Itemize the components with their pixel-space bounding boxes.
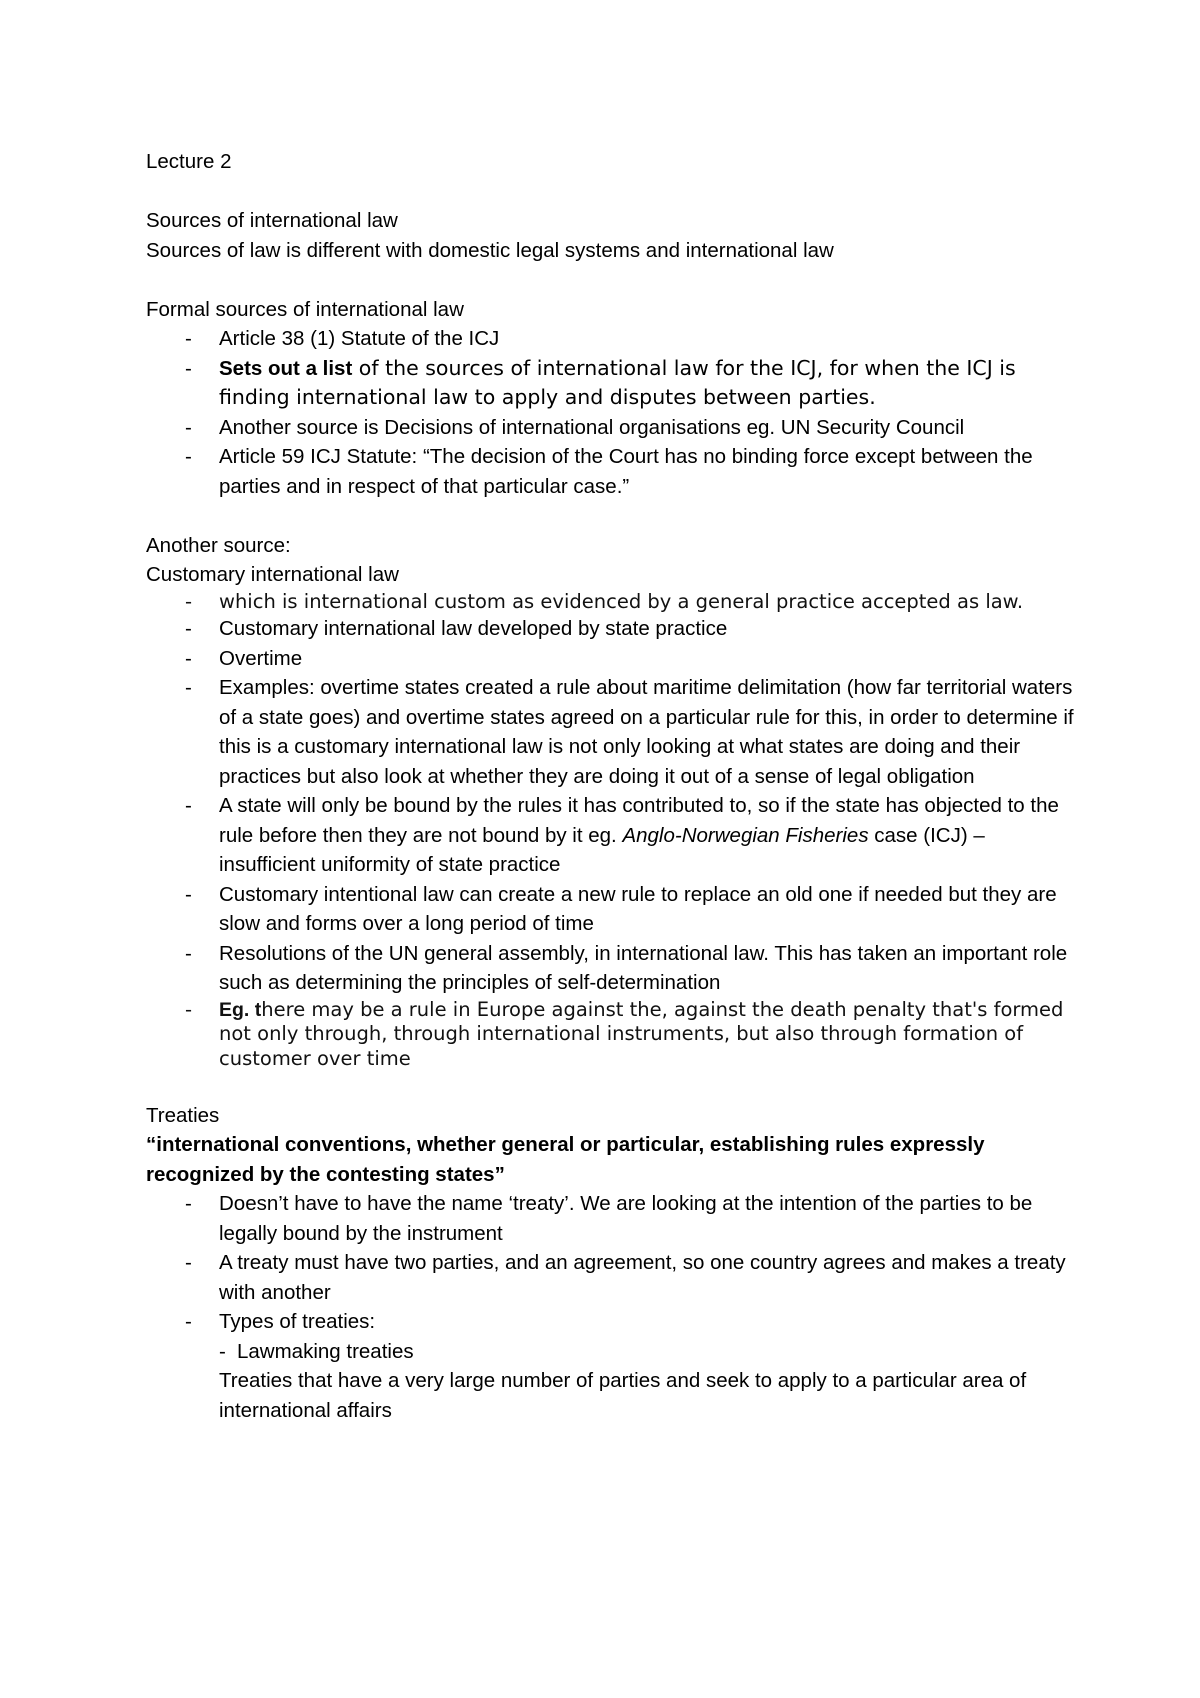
list-item: - Types of treaties: [185,1310,376,1333]
treaties-definition: “international conventions, whether general or particular, establishing rules expressly recognized by the contesting states” [146,1133,985,1186]
sources-subheading: Sources of law is different with domestic legal systems and international law [146,238,834,262]
list-item: - A treaty must have two parties, and an agreement, so one country agrees and makes a treaty with another [185,1251,1066,1304]
list-item: - Overtime [185,646,303,670]
sub-list-item: - Lawmaking treaties [219,1339,414,1363]
list-item: - Customary intentional law can create a new rule to replace an old one if needed but they are slow and forms over a long period of time [185,882,1057,935]
treaties-heading: Treaties [146,1103,220,1127]
list-item: - which is international custom as evidenced by a general practice accepted as law. [185,589,1024,613]
list-item: - Examples: overtime states created a rule about maritime delimitation (how far territorial waters of a state goes) and overtime states agreed on a particular rule for this, in order to determine if this is a customary international law is not only looking at what states are doing and their practices but also look at whether they are doing it out of a sense of legal obligation [185,676,1074,788]
customary-law-heading: Customary international law [146,563,399,586]
formal-sources-heading: Formal sources of international law [146,297,464,321]
list-item: - Another source is Decisions of international organisations eg. UN Security Council [185,415,965,439]
list-item: - Sets out a list of the sources of international law for the ICJ, for when the ICJ is finding international law to apply and disputes between parties. [185,355,1016,409]
lecture-title: Lecture 2 [146,150,232,173]
list-item: - Eg. there may be a rule in Europe against the, against the death penalty that's formed not only through, through international instruments, but also through formation of customer over time [185,997,1064,1070]
list-item: - Article 59 ICJ Statute: “The decision of the Court has no binding force except between the parties and in respect of that particular case.” [185,445,1033,498]
list-item: - Doesn’t have to have the name ‘treaty’. We are looking at the intention of the parties to be legally bound by the instrument [185,1192,1033,1245]
sub-list-text: Treaties that have a very large number of parties and seek to apply to a particular area of international affairs [219,1369,1027,1422]
document-body [146,147,1076,1425]
list-item: - Article 38 (1) Statute of the ICJ [185,327,500,350]
case-name: Anglo-Norwegian Fisheries [622,823,869,847]
list-item: - Customary international law developed by state practice [185,617,728,640]
sources-heading: Sources of international law [146,209,398,232]
list-item: - A state will only be bound by the rules it has contributed to, so if the state has objected to the rule before then they are not bound by it eg. Anglo-Norwegian Fisheries case (ICJ) – insufficient uniformity of state practice [185,794,1059,876]
list-item: - Resolutions of the UN general assembly, in international law. This has taken an important role such as determining the principles of self-determination [185,941,1068,994]
another-source-label: Another source: [146,533,291,557]
